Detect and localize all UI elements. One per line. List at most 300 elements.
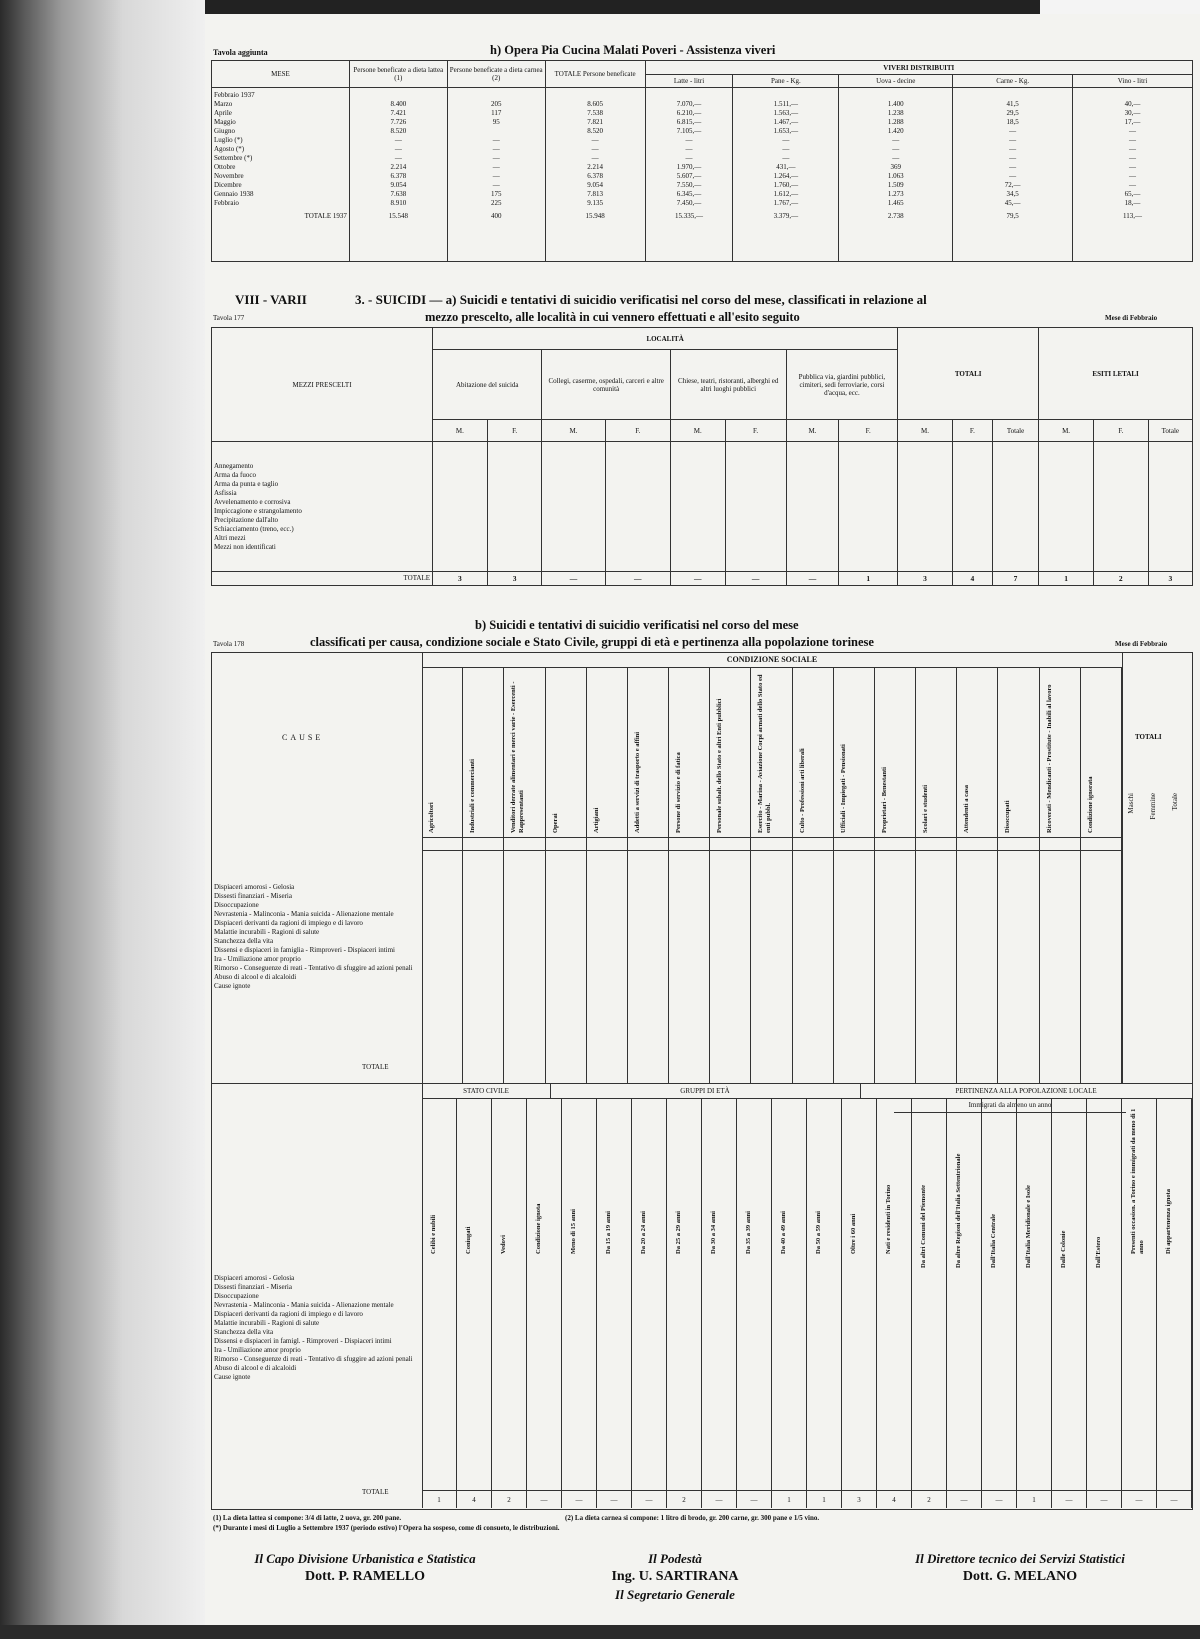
value-cell: 9.054 [390, 181, 407, 189]
value-cell: 6.815,— [676, 118, 702, 126]
value-cell: 1.612,— [773, 190, 799, 198]
stato-total-cell: — [527, 1490, 561, 1509]
stato-column-label: Meno di 15 anni [570, 1209, 577, 1254]
value-cell: — [1129, 154, 1137, 162]
value-cell: 34,5 [1006, 190, 1019, 198]
condizione-mf-row [998, 837, 1038, 851]
value-cell: 2.214 [390, 163, 407, 171]
cause-label: Disoccupazione [214, 1292, 259, 1300]
month-label: Ottobre [214, 163, 236, 171]
total-cell: — [670, 572, 725, 586]
stato-column [877, 1098, 912, 1508]
condizione-column-label: Operai [551, 813, 559, 833]
condizione-column [957, 667, 998, 1083]
condizione-column-label: Persone di servizio e di fatica [675, 752, 683, 833]
value-cell: — [1129, 181, 1137, 189]
stato-total-cell: 2 [667, 1490, 701, 1509]
value-cell: — [1129, 172, 1137, 180]
month-label: Gennaio 1938 [214, 190, 254, 198]
value-cell: — [685, 136, 693, 144]
sub-carne: Carne - Kg. [953, 75, 1073, 88]
total-cell: 3 [898, 572, 953, 586]
loc-chiese: Chiese, teatri, ristoranti, alberghi ed altri luoghi pubblici [670, 350, 786, 420]
value-cell: 1.970,— [676, 163, 702, 171]
scan-edge-bottom [0, 1625, 1200, 1639]
stato-total-cell: 1 [807, 1490, 841, 1509]
total-cell: — [605, 572, 670, 586]
value-cell: — [492, 145, 500, 153]
signature-right [845, 1550, 1195, 1586]
condizione-column [875, 667, 916, 1083]
value-cell: 1.264,— [773, 172, 799, 180]
condizione-column-label: Scolari e studenti [922, 784, 930, 833]
col-values-totale [545, 88, 645, 262]
value-cell [450, 91, 543, 100]
value-cell: 1.467,— [773, 118, 799, 126]
month-label: Agosto (*) [214, 145, 245, 153]
value-cell: 117 [491, 109, 502, 117]
value-cell: — [492, 136, 500, 144]
mezzi-labels [212, 442, 433, 572]
stato-column [667, 1098, 702, 1508]
condizione-column [546, 667, 587, 1083]
value-cell: — [492, 154, 500, 162]
total-cell: — [786, 572, 839, 586]
signature-left-name: Dott. P. RAMELLO [304, 1569, 426, 1584]
stato-column-label: Condizione ignota [535, 1203, 542, 1254]
mezzo-label: Mezzi non identificati [214, 543, 276, 551]
total-cell: 1 [839, 572, 898, 586]
part3-title-line1: b) Suicidi e tentativi di suicidio verificatisi nel corso del mese [475, 618, 799, 632]
tot-sub-totale: Totale [1171, 793, 1179, 811]
condizione-column-label: Culto - Professioni arti liberali [798, 748, 806, 833]
stato-columns [422, 1098, 1192, 1508]
stato-column [527, 1098, 562, 1508]
cause-label: Dissensi e dispiaceri in famigl. - Rimproveri - Dispiaceri intimi [214, 1337, 392, 1345]
cause-label: Stanchezza della vita [214, 937, 274, 945]
value-cell: 30,— [1124, 109, 1141, 117]
value-cell: 17,— [1124, 118, 1141, 126]
condizione-column [916, 667, 957, 1083]
col-values-lattea [349, 88, 447, 262]
value-cell: 40,— [1124, 100, 1141, 108]
condizione-column [1081, 667, 1122, 1083]
loc-abitazione: Abitazione del suicida [433, 350, 542, 420]
value-cell: — [394, 145, 402, 153]
value-cell: 6.210,— [676, 109, 702, 117]
mf-label: F. [725, 420, 786, 442]
value-cell: 1.509 [887, 181, 904, 189]
cause-label: Cause ignote [214, 982, 251, 990]
value-cell: 29,5 [1006, 109, 1019, 117]
value-cell: 7.070,— [676, 100, 702, 108]
stato-civile-header: STATO CIVILE [422, 1084, 551, 1099]
condizione-column [628, 667, 669, 1083]
condizione-columns [422, 667, 1122, 1083]
condizione-column-label: Industriali e commercianti [469, 759, 477, 833]
value-cell: 41,5 [1006, 100, 1019, 108]
condizione-column [1040, 667, 1081, 1083]
cause-label: Nevrastenia - Malinconia - Mania suicida - Alienazione mentale [214, 1301, 394, 1309]
value-cell: 1.238 [887, 109, 904, 117]
cause-label: Ira - Umiliazione amor proprio [214, 1346, 301, 1354]
month-label: Novembre [214, 172, 244, 180]
value-cell: 3.379,— [773, 212, 799, 220]
value-cell: 225 [490, 199, 502, 207]
value-cell: — [892, 136, 900, 144]
value-cell: 6.378 [587, 172, 603, 180]
cause-header-col [212, 653, 423, 1083]
mezzo-label: Altri mezzi [214, 534, 246, 542]
month-label: Settembre (*) [214, 154, 253, 162]
condizione-mf-row [587, 837, 627, 851]
value-cell [1075, 91, 1190, 100]
col-values-pane [733, 88, 839, 262]
total-cell: — [725, 572, 786, 586]
value-cell [648, 91, 731, 100]
cause-label: Dispiaceri derivanti da ragioni di impiego e di lavoro [214, 1310, 363, 1318]
value-cell: — [685, 145, 693, 153]
condizione-column-label: Disoccupati [1004, 800, 1012, 833]
part3-title-line2: classificati per causa, condizione sociale e Stato Civile, gruppi di età e pertinenza alla popolazione torinese [310, 635, 874, 649]
value-cell: — [1129, 136, 1137, 144]
value-cell: 1.465 [887, 199, 904, 207]
month-label: Aprile [214, 109, 232, 117]
stato-total-cell: — [702, 1490, 736, 1509]
total-cell: 2 [1093, 572, 1148, 586]
value-cell: 79,5 [1006, 212, 1019, 220]
value-cell: 1.400 [887, 100, 904, 108]
value-cell: 8.605 [587, 100, 603, 108]
value-cell: 1.563,— [773, 109, 799, 117]
value-cell: 1.653,— [773, 127, 799, 135]
cause-label: Dispiaceri derivanti da ragioni di impiego e di lavoro [214, 919, 363, 927]
value-cell: — [394, 136, 402, 144]
stato-column-label: Da 20 a 24 anni [640, 1211, 647, 1254]
part1-title: h) Opera Pia Cucina Malati Poveri - Assistenza viveri [490, 43, 776, 57]
value-cell: 18,— [1124, 199, 1141, 207]
value-cell: 15.948 [585, 212, 605, 220]
cause-label: Abuso di alcool e di alcaloidi [214, 973, 297, 981]
part3-mese: Mese di Febbraio [1115, 640, 1168, 648]
cause-label: Dissesti finanziari - Miseria [214, 1283, 292, 1291]
value-cell: 9.054 [587, 181, 603, 189]
stato-total-cell: — [982, 1490, 1016, 1509]
value-cell: 1.063 [887, 172, 904, 180]
mezzo-label: Impiccagione e strangolamento [214, 507, 302, 515]
totali-header: TOTALI [1135, 733, 1162, 741]
value-cell: — [591, 136, 599, 144]
condizione-column [751, 667, 792, 1083]
cause-label: Malattie incurabili - Ragioni di salute [214, 1319, 320, 1327]
value-cell: 1.767,— [773, 199, 799, 207]
col-mezzi: MEZZI PRESCELTI [212, 328, 433, 442]
mezzo-label: Schiacciamento (treno, ecc.) [214, 525, 294, 533]
stato-column [1157, 1098, 1192, 1508]
pertinenza-header: PERTINENZA ALLA POPOLAZIONE LOCALE [860, 1084, 1192, 1099]
cause-total-label-2: TOTALE [362, 1488, 389, 1496]
cause-label: Rimorso - Conseguenze di reati - Tentativo di sfuggire ad azioni penali [214, 1355, 413, 1363]
stato-total-cell: — [737, 1490, 771, 1509]
value-cell: — [1129, 145, 1137, 153]
loc-pubblica-via: Pubblica via, giardini pubblici, cimiteri, sedi ferroviarie, corsi d'acqua, ecc. [786, 350, 898, 420]
col-mese: MESE [212, 61, 350, 88]
condizione-header: CONDIZIONE SOCIALE [422, 653, 1122, 668]
mezzo-label: Arma da punta e taglio [214, 480, 279, 488]
sub-pane: Pane - Kg. [733, 75, 839, 88]
stato-column-label: Oltre i 60 anni [850, 1213, 857, 1254]
signature-mid-name: Ing. U. SARTIRANA [611, 1569, 739, 1584]
col-dieta-lattea: Persone beneficate a dieta lattea (1) [349, 61, 447, 88]
condizione-mf-row [751, 837, 791, 851]
value-cell: — [1009, 163, 1017, 171]
value-cell: 7.638 [390, 190, 407, 198]
value-cell: 1.420 [887, 127, 904, 135]
total-cell: 7 [992, 572, 1038, 586]
immigrati-header: Immigrati da almeno un anno [894, 1098, 1126, 1113]
stato-column-label: Da 35 a 39 anni [745, 1211, 752, 1254]
stato-column [562, 1098, 597, 1508]
col-localita: LOCALITÀ [433, 328, 898, 350]
value-cell: 9.135 [587, 199, 603, 207]
month-label: Febbraio [214, 199, 239, 207]
total-cell: 3 [487, 572, 542, 586]
gruppi-eta-header: GRUPPI DI ETÀ [550, 1084, 861, 1099]
mf-label: F. [839, 420, 898, 442]
part2-title-line1: 3. - SUICIDI — a) Suicidi e tentativi di suicidio verificatisi nel corso del mese, classificati in relazione al [355, 292, 927, 307]
stato-column [807, 1098, 842, 1508]
stato-column-label: Nati e residenti in Torino [885, 1184, 892, 1254]
stato-column [457, 1098, 492, 1508]
condizione-mf-row [793, 837, 833, 851]
condizione-mf-row [957, 837, 997, 851]
value-cell: 7.105,— [676, 127, 702, 135]
value-cell: 7.821 [587, 118, 603, 126]
value-cell [735, 91, 836, 100]
value-cell: 95 [492, 118, 500, 126]
value-cell: 65,— [1124, 190, 1141, 198]
condizione-mf-row [710, 837, 750, 851]
cause-label: Dissesti finanziari - Miseria [214, 892, 292, 900]
condizione-mf-row [628, 837, 668, 851]
value-cell: 7.813 [587, 190, 603, 198]
part1-tag: Tavola aggiunta [213, 48, 268, 57]
stato-total-cell: 3 [842, 1490, 876, 1509]
stato-total-cell: — [1122, 1490, 1156, 1509]
value-cell: 431,— [776, 163, 796, 171]
value-cell: 1.273 [887, 190, 904, 198]
stato-column [1122, 1098, 1157, 1508]
mf-label: M. [786, 420, 839, 442]
value-cell: — [1009, 172, 1017, 180]
loc-collegi: Collegi, caserme, ospedali, carceri e altre comunità [542, 350, 670, 420]
col-viveri-distribuiti: VIVERI DISTRIBUITI [645, 61, 1192, 75]
value-cell: 7.726 [390, 118, 407, 126]
stato-column [632, 1098, 667, 1508]
stato-column [1017, 1098, 1052, 1508]
condizione-column-label: Addetti a servizi di trasporto e affini [633, 731, 641, 833]
stato-column [842, 1098, 877, 1508]
value-cell: — [1129, 127, 1137, 135]
value-cell: — [492, 163, 500, 171]
stato-column-label: Da 50 a 59 anni [815, 1211, 822, 1254]
value-cell: 369 [890, 163, 902, 171]
stato-total-cell: 4 [877, 1490, 911, 1509]
stato-column-label: Da 30 a 34 anni [710, 1211, 717, 1254]
col-esiti: ESITI LETALI [1039, 328, 1193, 420]
condizione-column [669, 667, 710, 1083]
total-cell: 4 [952, 572, 992, 586]
stato-column-label: Da 25 a 29 anni [675, 1211, 682, 1254]
scan-binding-shadow [0, 0, 205, 1639]
stato-total-cell: 1 [1017, 1490, 1051, 1509]
condizione-mf-row [834, 837, 874, 851]
cause-label: Cause ignote [214, 1373, 251, 1381]
condizione-column-label: Personale subalt. dello Stato e altri Enti pubblici [716, 698, 724, 833]
stato-total-cell: — [1087, 1490, 1121, 1509]
totale-row-label: TOTALE [212, 572, 433, 586]
stato-column-label: Presenti occasion. a Torino e immigrati da meno di 1 anno [1130, 1108, 1145, 1254]
part2-mese: Mese di Febbraio [1105, 314, 1158, 322]
signature-left-role: Il Capo Divisione Urbanistica e Statistica [254, 1551, 476, 1566]
value-cell: 113,— [1123, 212, 1143, 220]
mezzo-label: Precipitazione dall'alto [214, 516, 279, 524]
value-cell: 1.511,— [773, 100, 799, 108]
stato-column-label: Vedovi [500, 1235, 507, 1254]
sub-uova: Uova - decine [839, 75, 953, 88]
value-cell: 205 [490, 100, 502, 108]
month-label: Dicembre [214, 181, 242, 189]
condizione-column [793, 667, 834, 1083]
stato-total-cell: — [947, 1490, 981, 1509]
part3-tag: Tavola 178 [213, 640, 245, 648]
value-cell [450, 127, 543, 136]
viveri-table [211, 60, 1193, 262]
condizione-column [834, 667, 875, 1083]
value-cell: — [892, 145, 900, 153]
value-cell: 7.450,— [676, 199, 702, 207]
total-cell: 3 [1148, 572, 1192, 586]
cause-total-label: TOTALE [362, 1063, 389, 1071]
condizione-column [504, 667, 545, 1083]
signature-left [205, 1550, 525, 1586]
stato-column [772, 1098, 807, 1508]
stato-column [737, 1098, 772, 1508]
mf-label: F. [605, 420, 670, 442]
mezzo-label: Arma da fuoco [214, 471, 256, 479]
col-dieta-carnea: Persone beneficate a dieta carnea (2) [447, 61, 545, 88]
cause-label: Disoccupazione [214, 901, 259, 909]
stato-column-label: Da altri Comuni del Piemonte [920, 1184, 927, 1268]
condizione-column-label: Attendenti a casa [963, 784, 971, 833]
total-cell: 1 [1039, 572, 1094, 586]
condizione-mf-row [1040, 837, 1080, 851]
stato-column-label: Dall'Italia Meridionale e Isole [1025, 1185, 1032, 1268]
value-cell: 8.910 [390, 199, 407, 207]
value-cell: 5.607,— [676, 172, 702, 180]
cause-label: Stanchezza della vita [214, 1328, 274, 1336]
signature-right-name: Dott. G. MELANO [962, 1569, 1078, 1584]
stato-column-label: Dall'Italia Centrale [990, 1214, 997, 1268]
signature-right-role: Il Direttore tecnico dei Servizi Statistici [915, 1551, 1125, 1566]
condizione-column [422, 667, 463, 1083]
month-label: Marzo [214, 100, 233, 108]
condizione-column-label: Ufficiali - Impiegati - Pensionati [839, 744, 847, 833]
suicidi-cause-table [211, 652, 1193, 1084]
condizione-mf-row [546, 837, 586, 851]
mezzo-label: Avvelenamento e corrosiva [214, 498, 291, 506]
note-1: (1) La dieta lattea si compone: 3/4 di latte, 2 uova, gr. 200 pane. [213, 1514, 402, 1522]
value-cell: — [782, 145, 790, 153]
cause-label: Malattie incurabili - Ragioni di salute [214, 928, 320, 936]
total-cell: 3 [433, 572, 488, 586]
condizione-column-label: Esercito - Marina - Aviazione Corpi armati dello Stato ed enti pubbl. [757, 674, 773, 833]
value-cell: — [1129, 163, 1137, 171]
tot-sub-femmine: Femmine [1149, 793, 1157, 820]
value-cell [955, 91, 1070, 100]
stato-column [492, 1098, 527, 1508]
value-cell: — [591, 154, 599, 162]
value-cell: — [782, 154, 790, 162]
col-values-vino [1073, 88, 1193, 262]
cause-header: CAUSE [282, 733, 324, 742]
stato-column [947, 1098, 982, 1508]
value-cell: 72,— [1004, 181, 1021, 189]
condizione-mf-row [504, 837, 544, 851]
col-totali: TOTALI [898, 328, 1039, 420]
value-cell: 6.378 [390, 172, 407, 180]
cause-labels [214, 883, 419, 991]
condizione-mf-row [669, 837, 709, 851]
stato-column-label: Dalle Colonie [1060, 1230, 1067, 1268]
cause-label: Dispiaceri amorosi - Gelosia [214, 1274, 295, 1282]
total-label: TOTALE 1937 [304, 212, 347, 220]
value-cell: — [782, 136, 790, 144]
value-cell: 15.548 [388, 212, 408, 220]
col-values-carne [953, 88, 1073, 262]
stato-column [422, 1098, 457, 1508]
value-cell: 1.288 [887, 118, 904, 126]
tot-sub-maschi: Maschi [1127, 793, 1135, 814]
value-cell: 8.400 [390, 100, 407, 108]
mf-label: M. [542, 420, 605, 442]
part2-title-line2: mezzo prescelto, alle località in cui vennero effettuati e all'esito seguito [425, 310, 800, 324]
stato-total-cell: — [597, 1490, 631, 1509]
mezzo-label: Asfissia [214, 489, 237, 497]
signature-mid-sub: Il Segretario Generale [615, 1587, 735, 1602]
value-cell: 8.520 [390, 127, 407, 135]
value-cell: 6.345,— [676, 190, 702, 198]
stato-column [1087, 1098, 1122, 1508]
cause-label: Dispiaceri amorosi - Gelosia [214, 883, 295, 891]
part2-tag: Tavola 177 [213, 314, 245, 322]
value-cell: 18,5 [1006, 118, 1019, 126]
stato-column-label: Di appartenenza ignota [1165, 1189, 1172, 1254]
month-label: Giugno [214, 127, 235, 135]
cause-label: Dissensi e dispiaceri in famiglia - Rimproveri - Dispiaceri intimi [214, 946, 395, 954]
note-3: (*) Durante i mesi di Luglio a Settembre 1937 (periodo estivo) l'Opera ha sospeso, come di consueto, le distribuzioni. [213, 1524, 560, 1532]
stato-column-label: Coniugati [465, 1226, 472, 1254]
stato-total-cell: 4 [457, 1490, 491, 1509]
value-cell: — [492, 172, 500, 180]
sub-vino: Vino - litri [1073, 75, 1193, 88]
value-cell: — [892, 154, 900, 162]
value-cell: 400 [490, 212, 502, 220]
value-cell: — [685, 154, 693, 162]
stato-total-cell: 1 [422, 1490, 456, 1509]
col-values-carnea [447, 88, 545, 262]
stato-column [912, 1098, 947, 1508]
